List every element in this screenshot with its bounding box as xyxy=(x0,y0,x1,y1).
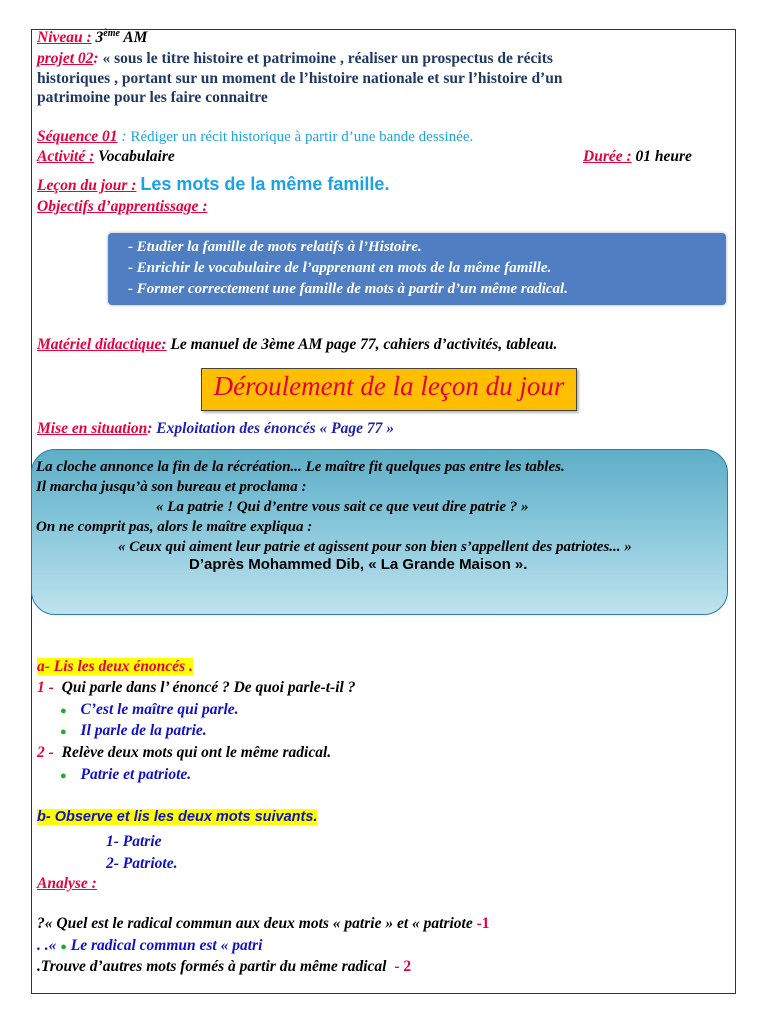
activite-label: Activité : xyxy=(37,148,95,165)
projet-text-3: patrimoine pour les faire connaitre xyxy=(37,89,268,106)
materiel-label: Matériel didactique: xyxy=(37,336,167,353)
part-a-title: a- Lis les deux énoncés . xyxy=(37,658,193,675)
analyse-question-2: .Trouve d’autres mots formés à partir du même radical - 2 xyxy=(37,958,412,975)
question-1: 1 - Qui parle dans l’ énoncé ? De quoi parle-t-il ? xyxy=(37,679,356,696)
bullet-icon: ● xyxy=(60,726,67,738)
materiel-value: Le manuel de 3ème AM page 77, cahiers d’activités, tableau. xyxy=(170,336,558,353)
bullet-icon: ● xyxy=(60,705,67,717)
part-b-title: b- Observe et lis les deux mots suivants. xyxy=(37,809,318,825)
passage-line: « Ceux qui aiment leur patrie et agissent pour son bien s’appellent des patriotes... » xyxy=(118,539,632,555)
answer-3: ● Patrie et patriote. xyxy=(60,766,192,783)
niveau-line xyxy=(37,28,147,47)
activite-line xyxy=(37,148,175,166)
duree-value: 01 heure xyxy=(635,148,692,165)
materiel-line xyxy=(37,336,557,354)
lecon-line xyxy=(37,174,389,195)
analyse-question-1: ?« Quel est le radical commun aux deux mots « patrie » et « patriote -1 xyxy=(37,915,490,932)
mise-value: Exploitation des énoncés « Page 77 » xyxy=(156,420,394,437)
duree-line xyxy=(583,148,692,166)
niveau-value: 3ème AM xyxy=(95,28,148,47)
projet-text-1: « sous le titre histoire et patrimoine , réaliser un prospectus de récits xyxy=(102,50,553,67)
mise-line: Mise en situation: Exploitation des énoncés « Page 77 » xyxy=(37,420,394,437)
lecon-label: Leçon du jour : xyxy=(37,177,137,194)
projet-label: projet 02 xyxy=(37,50,94,67)
lesson-title-box xyxy=(201,368,577,411)
lesson-title: Déroulement de la leçon du jour xyxy=(213,371,565,401)
analyse-line xyxy=(37,875,97,893)
activite-value: Vocabulaire xyxy=(98,148,175,165)
projet-line-1: projet 02: « sous le titre histoire et patrimoine , réaliser un prospectus de récits xyxy=(37,50,553,67)
objective-item: - Etudier la famille de mots relatifs à l’Histoire. xyxy=(128,239,422,255)
passage-line: La cloche annonce la fin de la récréation... Le maître fit quelques pas entre les tables. xyxy=(36,459,565,475)
question-2: 2 - Relève deux mots qui ont le même radical. xyxy=(37,744,332,761)
niveau-label: Niveau : xyxy=(37,29,92,47)
mise-label: Mise en situation xyxy=(37,420,148,437)
passage-line: On ne comprit pas, alors le maître expliqua : xyxy=(36,519,313,535)
analyse-label: Analyse : xyxy=(37,875,97,892)
sequence-line: Séquence 01 : Rédiger un récit historique à partir d’une bande dessinée. xyxy=(37,128,474,145)
bullet-icon: ● xyxy=(60,941,67,953)
part-a-title-line xyxy=(37,658,193,676)
objective-item: - Former correctement une famille de mots à partir d’un même radical. xyxy=(128,281,568,297)
sequence-label: Séquence 01 xyxy=(37,128,118,145)
sequence-value: Rédiger un récit historique à partir d’une bande dessinée. xyxy=(130,129,474,145)
objective-item: - Enrichir le vocabulaire de l’apprenant en mots de la même famille. xyxy=(128,260,552,276)
passage-source: D’après Mohammed Dib, « La Grande Maison ». xyxy=(189,556,528,573)
projet-text-2: historiques , portant sur un moment de l’histoire nationale et sur l’histoire d’un xyxy=(37,70,563,87)
answer-2: ● Il parle de la patrie. xyxy=(60,722,207,739)
passage-line: Il marcha jusqu’à son bureau et proclama : xyxy=(36,479,307,495)
objectifs-label: Objectifs d’apprentissage : xyxy=(37,198,208,215)
part-b-title-line xyxy=(37,808,317,826)
duree-label: Durée : xyxy=(583,148,632,165)
objectifs-line xyxy=(37,198,207,216)
bullet-icon: ● xyxy=(60,770,67,782)
word-1: 1- Patrie xyxy=(106,833,162,850)
lecon-value: Les mots de la même famille. xyxy=(140,174,390,194)
analyse-answer-1: . .« ● Le radical commun est « patri xyxy=(37,937,263,954)
word-2: 2- Patriote. xyxy=(106,855,178,872)
answer-1: ● C’est le maître qui parle. xyxy=(60,701,239,718)
objectives-box xyxy=(108,233,726,305)
passage-line: « La patrie ! Qui d’entre vous sait ce que veut dire patrie ? » xyxy=(156,499,529,515)
passage-box xyxy=(31,449,728,615)
